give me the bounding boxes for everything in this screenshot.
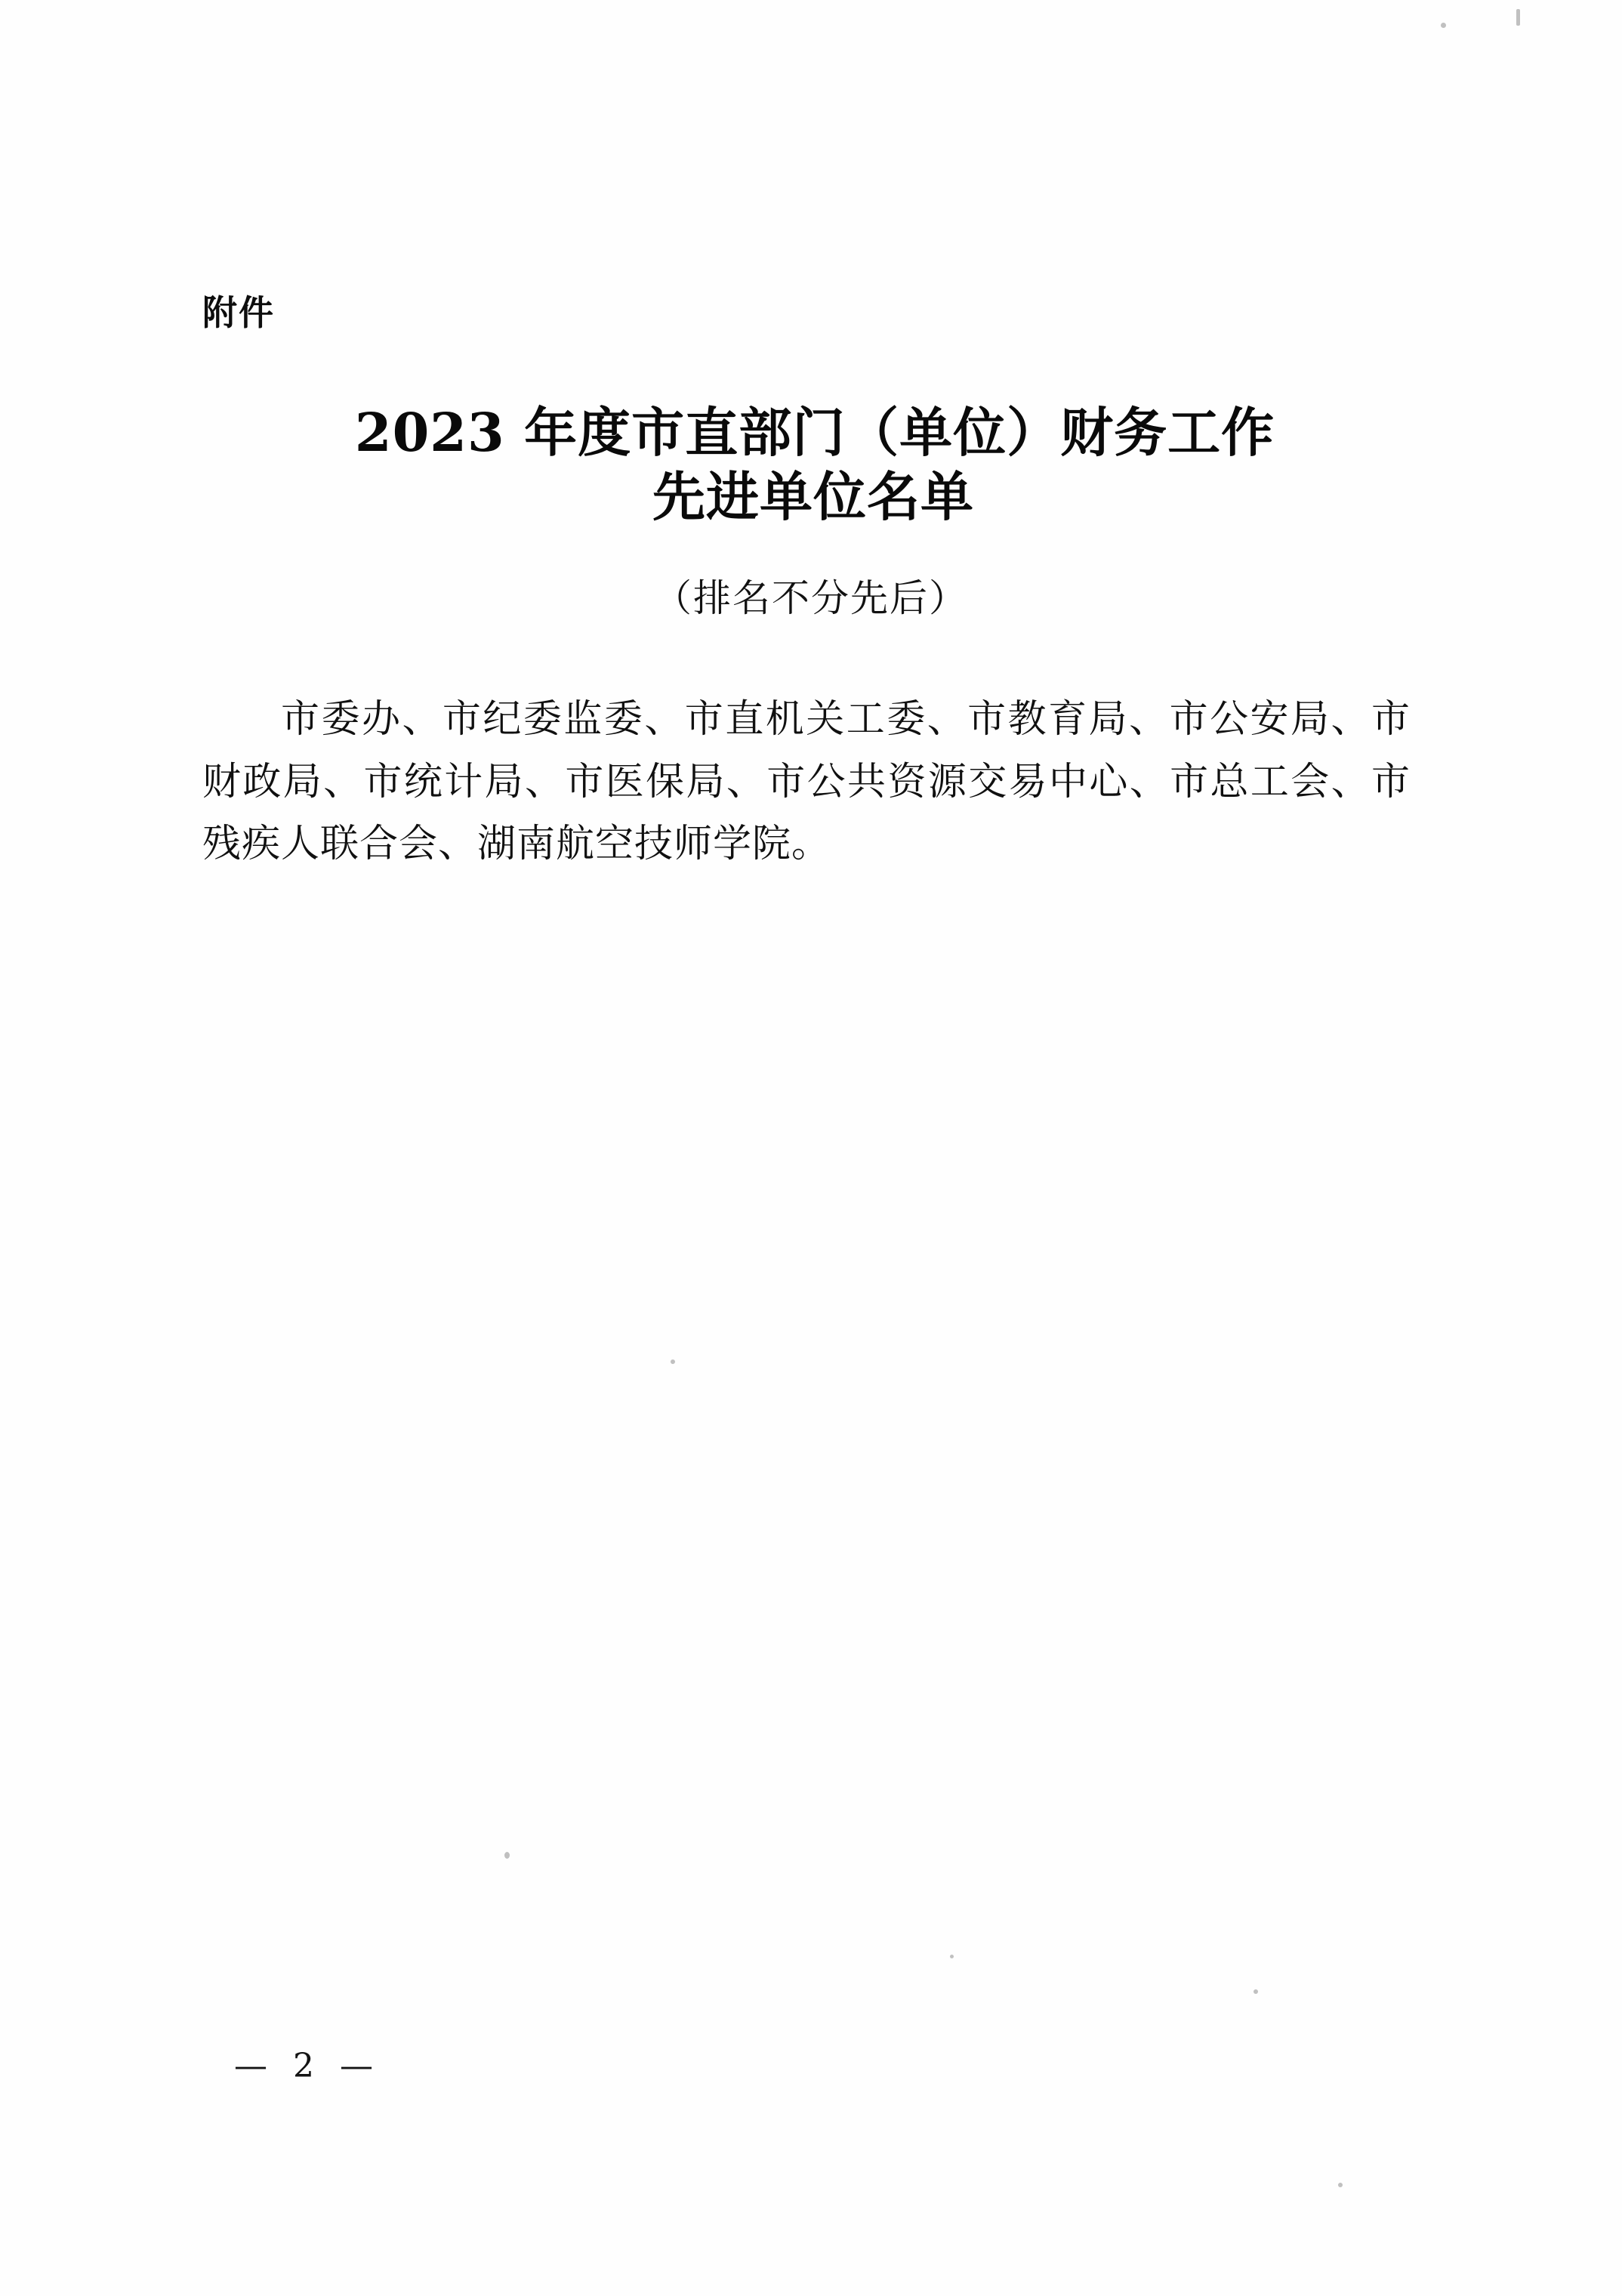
attachment-label: 附件 <box>202 292 275 333</box>
page-subtitle: （排名不分先后） <box>654 576 968 620</box>
unit-list-paragraph: 市委办、市纪委监委、市直机关工委、市教育局、市公安局、市财政局、市统计局、市医保局、市公共资源交易中心、市总工会、市残疾人联合会、湖南航空技师学院。 <box>202 697 1411 867</box>
scan-speck <box>1516 9 1520 26</box>
page-title-line-1: 2023 年度市直部门（单位）财务工作 <box>354 401 1275 464</box>
page-title <box>202 400 1420 529</box>
page-title-line-2: 先进单位名单 <box>652 465 974 529</box>
page-number: — 2 — <box>234 2047 381 2085</box>
scan-speck <box>1441 23 1446 28</box>
document-content <box>202 0 1420 2296</box>
